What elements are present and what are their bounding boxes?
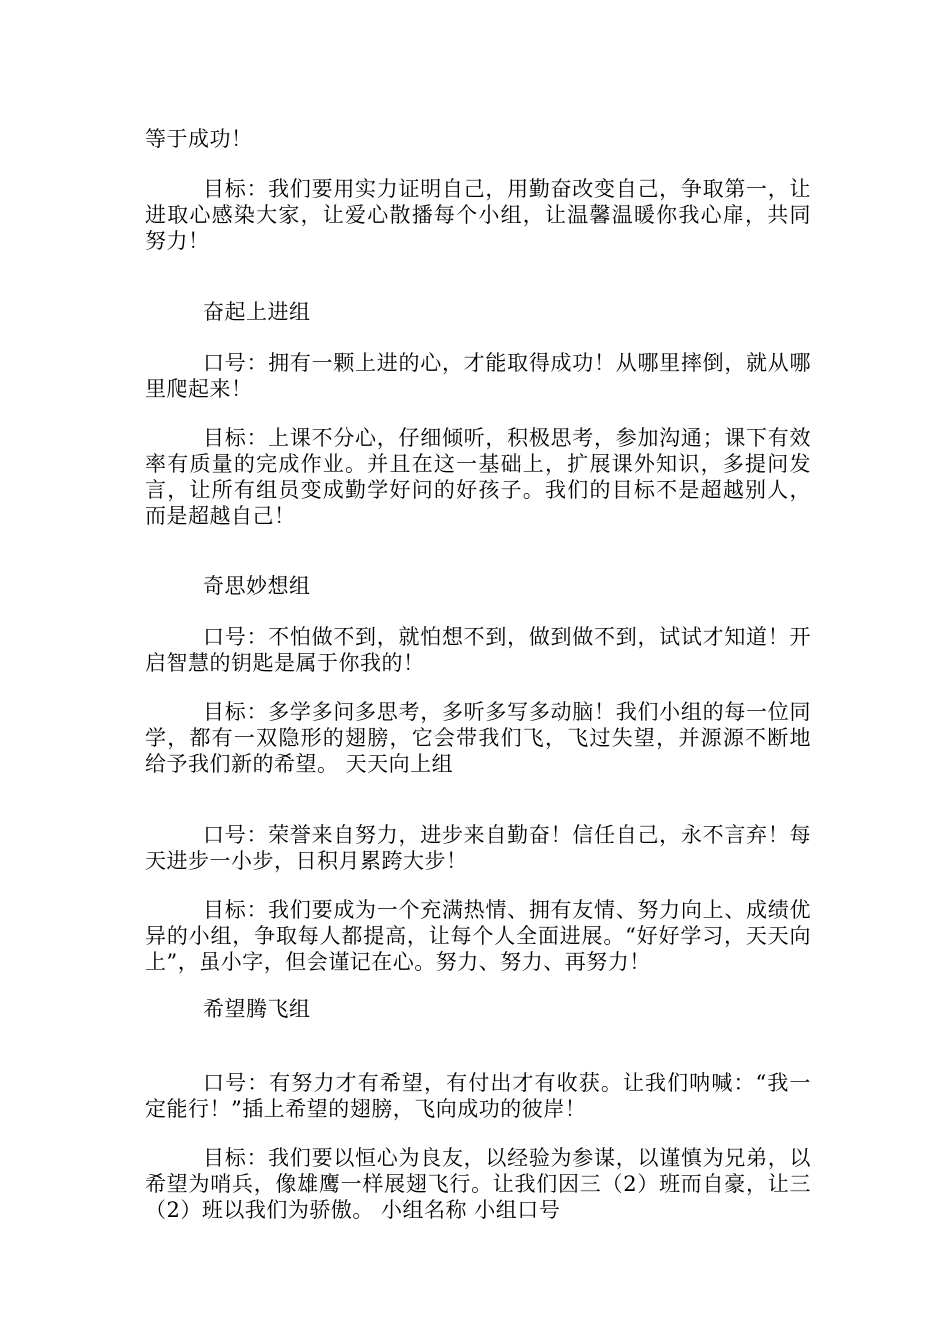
paragraph-slogan-xiwang: 口号：有努力才有希望，有付出才有收获。让我们呐喊：“我一定能行！”插上希望的翅膀，飞向成功的彼岸！ <box>145 1071 811 1121</box>
paragraph-continuation: 等于成功！ <box>145 127 253 151</box>
paragraph-goal-fenqi: 目标：上课不分心，仔细倾听，积极思考，参加沟通；课下有效率有质量的完成作业。并且在这一基础上，扩展课外知识，多提问发言，让所有组员变成勤学好问的好孩子。我们的目标不是超越别人，而是超越自己！ <box>145 426 811 528</box>
paragraph-goal-qisi: 目标：多学多问多思考，多听多写多动脑！我们小组的每一位同学，都有一双隐形的翅膀，它会带我们飞，飞过失望，并源源不断地给予我们新的希望。 天天向上组 <box>145 700 811 776</box>
paragraph-goal-1: 目标：我们要用实力证明自己，用勤奋改变自己，争取第一，让进取心感染大家，让爱心散播每个小组，让温馨温暖你我心扉，共同努力！ <box>145 177 811 253</box>
paragraph-slogan-qisi: 口号：不怕做不到，就怕想不到，做到做不到，试试才知道！开启智慧的钥匙是属于你我的！ <box>145 625 811 675</box>
paragraph-goal-tiantian: 目标：我们要成为一个充满热情、拥有友情、努力向上、成绩优异的小组，争取每人都提高，让每个人全面进展。“好好学习，天天向上”，虽小字，但会谨记在心。努力、努力、再努力！ <box>145 898 811 974</box>
paragraph-slogan-fenqi: 口号：拥有一颗上进的心，才能取得成功！从哪里摔倒，就从哪里爬起来！ <box>145 351 811 401</box>
paragraph-goal-xiwang: 目标：我们要以恒心为良友，以经验为参谋，以谨慎为兄弟，以希望为哨兵，像雄鹰一样展翅飞行。让我们因三（2）班而自豪，让三（2）班以我们为骄傲。 小组名称 小组口号 <box>145 1146 811 1222</box>
group-heading-qisi: 奇思妙想组 <box>203 574 311 598</box>
group-heading-xiwang: 希望腾飞组 <box>203 997 311 1021</box>
paragraph-slogan-tiantian: 口号：荣誉来自努力，进步来自勤奋！信任自己，永不言弃！每天进步一小步，日积月累跨大步！ <box>145 823 811 873</box>
group-heading-fenqi: 奋起上进组 <box>203 300 311 324</box>
